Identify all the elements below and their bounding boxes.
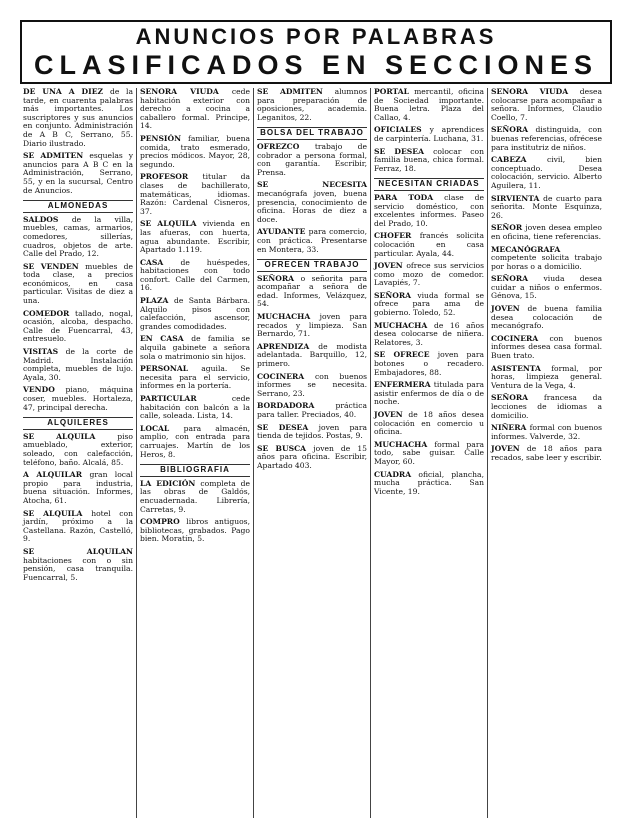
ad-body: oficial, plancha, mucha práctica. San Vicente, 19. bbox=[374, 469, 484, 496]
ad-heading: SE OFRECE bbox=[374, 350, 438, 360]
ad-heading: SALDOS bbox=[23, 214, 72, 224]
ad-heading: PENSIÓN bbox=[140, 133, 189, 143]
classified-ad bbox=[257, 343, 367, 369]
ad-heading: PLAZA bbox=[140, 296, 174, 306]
classified-ad bbox=[140, 480, 250, 514]
classified-ad bbox=[374, 351, 484, 377]
ad-heading: JOVEN bbox=[374, 261, 407, 271]
ad-body: joven para botones o recadero. Embajadores, 88. bbox=[374, 350, 485, 377]
ad-body: joven para recados y limpieza. San Bernardo, 71. bbox=[257, 312, 367, 339]
classified-ad bbox=[257, 88, 367, 122]
ad-body: de la corte de Madrid. Instalación completa, muebles de lujo. Ayala, 30. bbox=[23, 347, 133, 382]
ad-heading: ASISTENTA bbox=[491, 363, 552, 373]
classified-ad bbox=[374, 411, 484, 437]
classified-ad bbox=[491, 156, 602, 190]
ad-body: cede habitación con balcón a la calle, soleada. Lista, 14. bbox=[140, 394, 250, 421]
ad-body: de cuarto para señorita. Monte Esquinza, 26. bbox=[491, 193, 602, 220]
section-title: ALQUILERES bbox=[23, 417, 133, 430]
classified-ad bbox=[374, 292, 484, 318]
ad-body: de la villa, muebles, camas, armarios, comedores, sillerías, cuadros, objetos de arte. Calle del Prado, 12. bbox=[23, 214, 133, 259]
ad-body: de la tarde, en cuarenta palabras más importantes. Los suscriptores y sus anuncios en conjunto. Administración de A B C, Serrano, 55. Diario ilustrado. bbox=[23, 88, 133, 148]
ad-body: joven de 15 años para oficina. Escribir, Apartado 403. bbox=[257, 443, 367, 470]
classified-ad bbox=[374, 232, 484, 258]
ad-body: gran local propio para industria, buena situación. Informes, Atocha, 61. bbox=[23, 470, 133, 505]
classified-ad bbox=[140, 220, 250, 254]
classified-ad bbox=[140, 259, 250, 293]
classified-ad bbox=[140, 365, 250, 391]
section-title: BIBLIOGRAFIA bbox=[140, 464, 250, 477]
ad-body: viuda desea cuidar a niños o enfermos. Génova, 15. bbox=[491, 274, 602, 301]
ad-heading: SIRVIENTA bbox=[491, 193, 544, 203]
classified-ad bbox=[23, 216, 133, 259]
ad-body: de Santa Bárbara. Alquilo pisos con calefacción, ascensor, grandes comodidades. bbox=[140, 296, 250, 331]
ad-body: tallado, nogal, ocasión, alcoba, despacho. Calle de Fuencarral, 43, entresuelo. bbox=[23, 308, 133, 344]
ad-heading: CABEZA bbox=[491, 155, 547, 165]
ad-body: joven desea empleo en oficina, tiene referencias. bbox=[491, 223, 602, 241]
ad-body: distinguida, con buenas referencias, ofrécese para institutriz de niños. bbox=[491, 125, 602, 152]
ad-heading: CHOFER bbox=[374, 231, 420, 241]
classified-ad bbox=[257, 424, 367, 441]
ad-heading: COCINERA bbox=[257, 371, 316, 381]
ad-body: desea colocarse para acompañar a señora. Informes, Claudio Coello, 7. bbox=[491, 88, 602, 122]
classified-ad bbox=[257, 313, 367, 339]
ad-body: clase de servicio doméstico, con excelentes informes. Paseo del Prado, 10. bbox=[374, 192, 484, 228]
ad-heading: SE ADMITEN bbox=[257, 88, 335, 96]
ad-heading: SE ALQUILAN bbox=[23, 546, 133, 556]
classified-ad bbox=[140, 335, 250, 361]
ad-heading: PARTICULAR bbox=[140, 394, 232, 403]
ad-body: piso amueblado, exterior, soleado, con calefacción, teléfono, baño. Alcalá, 85. bbox=[23, 431, 133, 467]
classified-ad bbox=[140, 173, 250, 216]
ad-body: formal con buenos informes. Valverde, 32. bbox=[491, 423, 602, 441]
ad-heading: APRENDIZA bbox=[257, 341, 319, 351]
ad-body: trabajo de cobrador a persona formal, con garantía. Escribir, Prensa. bbox=[257, 141, 367, 177]
masthead-subtitle: CLASIFICADOS EN SECCIONES bbox=[33, 50, 599, 80]
ad-body: titular da clases de bachillerato, matemáticas, idiomas. Razón: Cardenal Cisneros, 37. bbox=[140, 172, 250, 216]
ad-heading: MUCHACHA bbox=[374, 320, 435, 330]
classified-ad bbox=[140, 518, 250, 544]
column-4 bbox=[371, 88, 488, 818]
classified-columns bbox=[20, 88, 618, 818]
ad-heading: SE NECESITA bbox=[257, 180, 367, 190]
ad-body: piano, máquina coser, muebles. Hortaleza, 47, principal derecha. bbox=[23, 385, 133, 412]
masthead bbox=[20, 20, 612, 84]
ad-heading: JOVEN bbox=[374, 410, 409, 419]
section-title: ALMONEDAS bbox=[23, 200, 133, 213]
ad-heading: SE ADMITEN bbox=[23, 151, 90, 161]
ad-heading: OFICIALES bbox=[374, 125, 430, 135]
ad-body: para almacén, amplio, con entrada para carruajes. Martín de los Heros, 8. bbox=[140, 423, 250, 459]
ad-heading: COCINERA bbox=[491, 333, 550, 343]
ad-heading: DE UNA A DIEZ bbox=[23, 88, 110, 96]
classified-ad bbox=[23, 510, 133, 544]
classified-ad bbox=[140, 135, 250, 169]
section-title: BOLSA DEL TRABAJO bbox=[257, 127, 367, 140]
ad-heading: AYUDANTE bbox=[257, 227, 309, 237]
classified-ad bbox=[257, 402, 367, 419]
classified-ad bbox=[23, 471, 133, 505]
classified-ad bbox=[23, 548, 133, 582]
ad-heading: SE ALQUILA bbox=[23, 431, 118, 441]
ad-body: cede habitación exterior con derecho a cocina a caballero formal. Principe, 14. bbox=[140, 88, 250, 131]
ad-body: familiar, buena comida, trato esmerado, precios módicos. Mayor, 28, segundo. bbox=[140, 133, 250, 169]
ad-heading: SEÑORA bbox=[491, 393, 544, 403]
ad-heading: SE DESEA bbox=[374, 146, 434, 156]
column-2 bbox=[137, 88, 254, 818]
classified-ad bbox=[140, 297, 250, 331]
ad-body: hotel con jardín, próximo a la Castellana. Razón, Castelló, 9. bbox=[23, 508, 133, 544]
classified-ad bbox=[491, 424, 602, 441]
ad-heading: PERSONAL bbox=[140, 364, 202, 374]
classified-ad bbox=[23, 386, 133, 412]
classified-ad bbox=[23, 310, 133, 344]
classified-ad bbox=[23, 152, 133, 195]
ad-body: de 16 años desea colocarse de niñera. Relatores, 3. bbox=[374, 320, 484, 347]
classified-ad bbox=[140, 88, 250, 131]
classified-ad bbox=[257, 275, 367, 309]
ad-heading: CASA bbox=[140, 257, 181, 267]
ad-body: libros antiguos, bibliotecas, grabados. Pago bien. Moratín, 5. bbox=[140, 517, 250, 544]
classified-ad bbox=[23, 263, 133, 306]
classified-ad bbox=[23, 348, 133, 382]
classified-ad bbox=[374, 471, 484, 497]
ad-body: de 18 años desea colocación en comercio u oficina. bbox=[374, 410, 485, 437]
classified-ad bbox=[257, 228, 367, 254]
classified-ad bbox=[491, 224, 602, 241]
ad-body: formal, por horas, limpieza general. Ventura de la Vega, 4. bbox=[491, 363, 602, 390]
ad-heading: ENFERMERA bbox=[374, 380, 434, 390]
ad-heading: MUCHACHA bbox=[257, 312, 320, 322]
column-5 bbox=[488, 88, 605, 818]
classified-ad bbox=[374, 262, 484, 288]
classified-ad bbox=[491, 246, 602, 272]
ad-body: francés solicita colocación en casa particular. Ayala, 44. bbox=[374, 231, 484, 258]
ad-body: competente solicita trabajo por horas o a domicilio. bbox=[491, 253, 602, 271]
ad-body: completa de las obras de Galdós, encuadernada. Librería, Carretas, 9. bbox=[140, 478, 250, 514]
classified-ad bbox=[491, 195, 602, 221]
ad-body: mecanógrafa joven, buena presencia, conocimiento de oficina. Horas de diez a doce. bbox=[257, 188, 367, 224]
ad-body: francesa da lecciones de idiomas a domicilio. bbox=[491, 393, 602, 420]
ad-body: vivienda en las afueras, con huerta, agua abundante. Escribir, Apartado 1.119. bbox=[140, 219, 250, 255]
ad-heading: SEÑORA bbox=[491, 125, 536, 135]
ad-heading: SEÑORA bbox=[257, 273, 301, 283]
classified-ad bbox=[491, 126, 602, 152]
ad-body: viuda formal se ofrece para ama de gobierno. Toledo, 52. bbox=[374, 290, 484, 318]
ad-body: mercantil, oficina de Sociedad importante. Buena letra. Plaza del Callao, 4. bbox=[374, 88, 484, 122]
ad-heading: A ALQUILAR bbox=[23, 470, 90, 480]
ad-heading: SEÑOR bbox=[491, 223, 526, 233]
ad-heading: LA EDICIÓN bbox=[140, 478, 201, 488]
ad-body: aguila. Se necesita para el servicio, informes en la portería. bbox=[140, 364, 250, 391]
section-title: NECESITAN CRIADAS bbox=[374, 178, 484, 191]
ad-body: de 18 años para recados, sabe leer y escribir. bbox=[491, 444, 602, 462]
classified-ad bbox=[491, 88, 602, 122]
ad-heading: PROFESOR bbox=[140, 172, 203, 182]
ad-heading: LOCAL bbox=[140, 423, 184, 433]
ad-body: de modista adelantada. Barquillo, 12, primero. bbox=[257, 341, 368, 369]
ad-body: civil, bien conceptuado. Desea colocación, servicio. Alberto Aguilera, 11. bbox=[491, 155, 602, 190]
ad-heading: COMEDOR bbox=[23, 308, 76, 318]
ad-heading: SEÑORA VIUDA bbox=[140, 88, 232, 96]
classified-ad bbox=[374, 88, 484, 122]
ad-heading: MUCHACHA bbox=[374, 439, 435, 449]
column-1 bbox=[20, 88, 137, 818]
classified-ad bbox=[374, 381, 484, 407]
ad-body: habitaciones con o sin pensión, casa tranquila. Fuencarral, 5. bbox=[23, 555, 133, 582]
ad-body: ofrece sus servicios como mozo de comedor. Lavapiés, 7. bbox=[374, 261, 484, 288]
ad-body: alumnos para preparación de oposiciones, academia. Leganitos, 22. bbox=[257, 88, 367, 122]
ad-body: práctica para taller. Preciados, 40. bbox=[257, 401, 367, 419]
classified-ad bbox=[140, 395, 250, 421]
classified-ad bbox=[374, 126, 484, 143]
ad-body: de buena familia desea colocación de mecanógrafo. bbox=[491, 304, 603, 331]
ad-heading: OFREZCO bbox=[257, 141, 315, 151]
ad-body: de huéspedes, habitaciones con todo confort. Calle del Carmen, 16. bbox=[140, 257, 250, 293]
classified-ad bbox=[491, 365, 602, 391]
classified-ad bbox=[374, 322, 484, 348]
ad-heading: SE ALQUILA bbox=[23, 508, 92, 518]
ad-heading: SE DESEA bbox=[257, 422, 319, 432]
section-title: OFRECEN TRABAJO bbox=[257, 259, 367, 272]
classified-ad bbox=[491, 394, 602, 420]
ad-body: con buenos informes se necesita. Serrano, 23. bbox=[257, 371, 367, 398]
ad-heading: COMPRO bbox=[140, 517, 187, 527]
classified-ad bbox=[491, 305, 602, 331]
classified-ad bbox=[140, 425, 250, 459]
ad-heading: VENDO bbox=[23, 385, 66, 395]
ad-body: formal para todo, sabe guisar. Calle Mayor, 60. bbox=[374, 439, 484, 466]
ad-heading: JOVEN bbox=[491, 304, 528, 314]
classified-ad bbox=[491, 335, 602, 361]
classified-ad bbox=[491, 445, 602, 462]
ad-heading: MECANÓGRAFA bbox=[491, 244, 561, 254]
ad-body: o señorita para acompañar a señora de edad. Informes, Velázquez, 54. bbox=[257, 273, 367, 309]
ad-body: para comercio, con práctica. Presentarse en Montera, 33. bbox=[257, 227, 367, 254]
classified-ad bbox=[23, 88, 133, 148]
ad-heading: EN CASA bbox=[140, 334, 192, 344]
classified-ad bbox=[257, 143, 367, 177]
masthead-title: ANUNCIOS POR PALABRAS bbox=[135, 24, 497, 49]
ad-heading: JOVEN bbox=[491, 444, 527, 454]
classified-ad bbox=[374, 441, 484, 467]
ad-body: de familia se alquila gabinete a señora sola o matrimonio sin hijos. bbox=[140, 334, 250, 361]
ad-heading: SE VENDEN bbox=[23, 261, 86, 271]
ad-body: esquelas y anuncios para A B C en la Administración, Serrano, 55, y en la sucursal, Centro de Anuncios. bbox=[23, 151, 133, 195]
ad-heading: VISITAS bbox=[23, 347, 66, 357]
ad-heading: PORTAL bbox=[374, 88, 415, 96]
ad-body: con buenos informes desea casa formal. Buen trato. bbox=[491, 333, 602, 361]
classified-ad bbox=[491, 275, 602, 301]
ad-heading: NIÑERA bbox=[491, 423, 530, 433]
classified-ad bbox=[257, 445, 367, 471]
ad-heading: SEÑORA bbox=[374, 290, 418, 300]
ad-heading: BORDADORA bbox=[257, 401, 336, 411]
ad-body: y aprendices de carpintería. Luchana, 31. bbox=[374, 125, 484, 143]
ad-heading: SEÑORA VIUDA bbox=[491, 88, 580, 96]
ad-body: muebles de toda clase, a precios económicos, en casa particular. Visitas de diez a una. bbox=[23, 261, 133, 306]
classified-ad bbox=[374, 194, 484, 228]
ad-heading: SEÑORA bbox=[491, 274, 544, 284]
classified-ad bbox=[23, 433, 133, 467]
ad-heading: SE ALQUILA bbox=[140, 219, 203, 229]
classified-ad bbox=[257, 181, 367, 224]
ad-body: colocar con familia buena, chica formal. Ferraz, 18. bbox=[374, 146, 484, 173]
column-3 bbox=[254, 88, 371, 818]
ad-body: joven para tienda de tejidos. Postas, 9. bbox=[257, 422, 367, 441]
ad-heading: PARA TODA bbox=[374, 192, 445, 202]
ad-heading: SE BUSCA bbox=[257, 443, 314, 453]
classified-ad bbox=[257, 373, 367, 399]
ad-heading: CUADRA bbox=[374, 469, 419, 479]
classified-ad bbox=[374, 148, 484, 174]
ad-body: titulada para asistir enfermos de día o de noche. bbox=[374, 380, 484, 407]
